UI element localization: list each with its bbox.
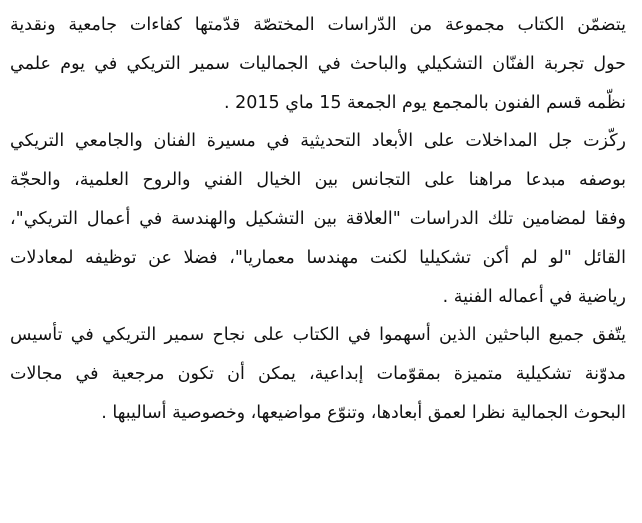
text-line: رياضية في أعماله الفنية .	[442, 286, 626, 307]
text-line: يتّفق جميع الباحثين الذين أسهموا في الكتاب على نجاح سمير التريكي في تأسيس	[10, 325, 626, 346]
text-line: بوصفه مبدعا مراهنا على التجانس بين الخيال الفني والروح العلمية، والحجّة	[10, 170, 626, 191]
article-body	[10, 6, 626, 433]
text-line: يتضمّن الكتاب مجموعة من الدّراسات المختصّة قدّمتها كفاءات جامعية ونقدية	[10, 15, 626, 35]
text-line: البحوث الجمالية نظرا لعمق أبعادها، وتنوّع مواضيعها، وخصوصية أساليبها .	[101, 402, 626, 423]
text-line: نظّمه قسم الفنون بالمجمع يوم الجمعة 15 ماي 2015 .	[223, 92, 626, 113]
paragraph-focus	[10, 122, 626, 316]
paragraph-conclusion	[10, 316, 626, 432]
paragraph-intro	[10, 6, 626, 122]
text-line: القائل "لو لم أكن تشكيليا لكنت مهندسا معماريا"، فضلا عن توظيفه لمعادلات	[10, 247, 626, 268]
text-line: ركّزت جل المداخلات على الأبعاد التحديثية في مسيرة الفنان والجامعي التريكي	[10, 131, 626, 152]
text-line: وفقا لمضامين تلك الدراسات "العلاقة بين التشكيل والهندسة في أعمال التريكي"،	[10, 208, 626, 229]
text-line: مدوّنة تشكيلية متميزة بمقوّمات إبداعية، يمكن أن تكون مرجعية في مجالات	[10, 364, 626, 385]
text-line: حول تجربة الفنّان التشكيلي والباحث في الجماليات سمير التريكي في يوم علمي	[10, 53, 626, 74]
